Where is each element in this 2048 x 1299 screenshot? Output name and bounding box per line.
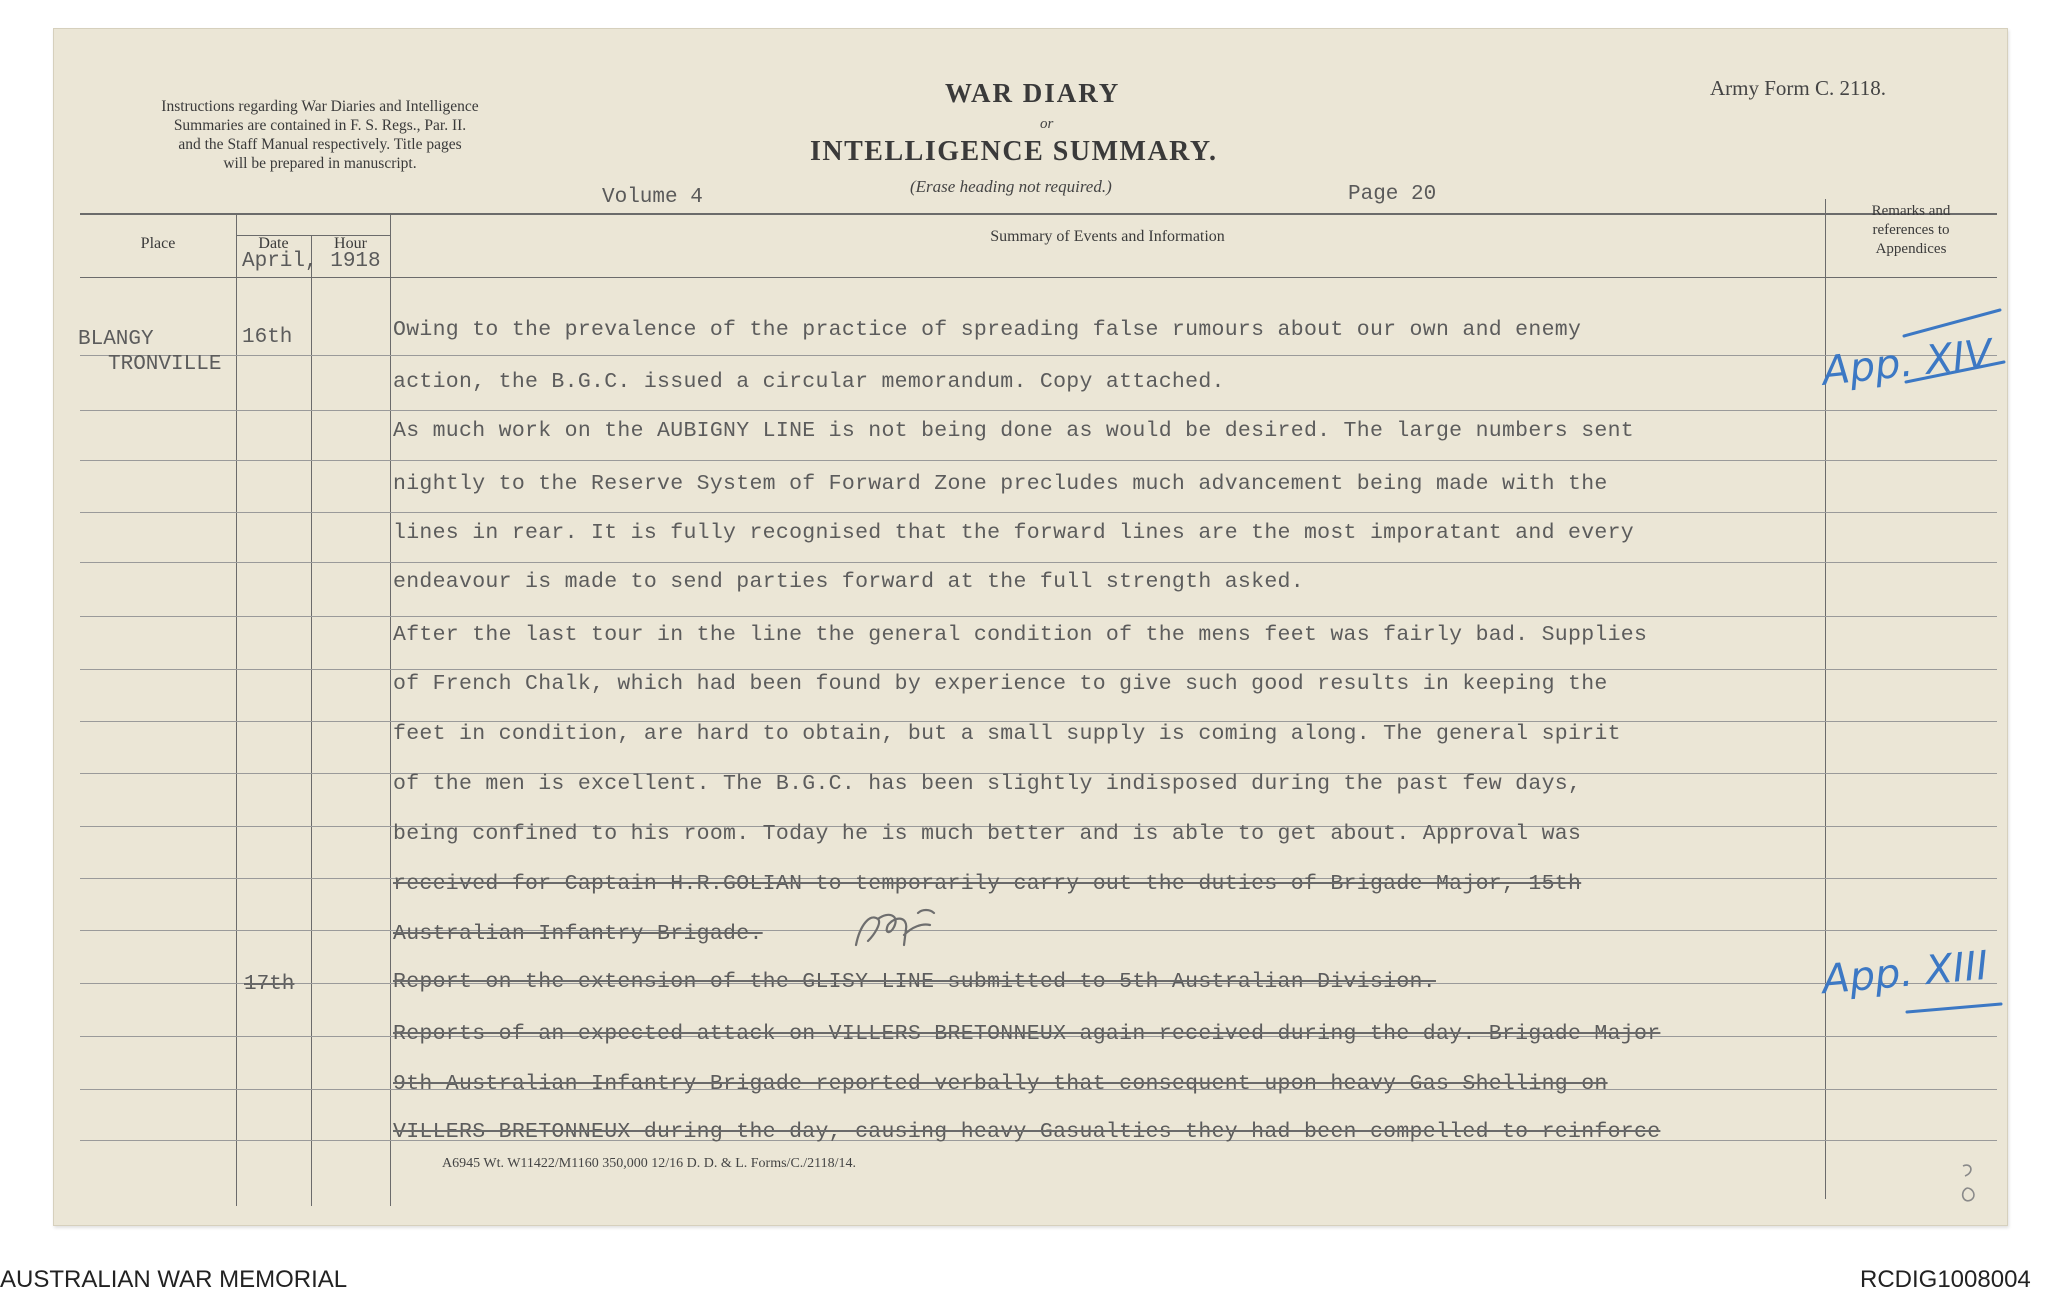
handwritten-initials-icon [848, 905, 958, 955]
entry-line: of French Chalk, which had been found by experience to give such good results in keeping the [393, 672, 1608, 696]
column-header-hour: Hour [334, 235, 367, 252]
form-print-code: A6945 Wt. W11422/M1160 350,000 12/16 D. D. & L. Forms/C./2118/14. [442, 1156, 857, 1171]
erase-note: (Erase heading not required.) [910, 177, 1112, 196]
entry-line: Owing to the prevalence of the practice of spreading false rumours about our own and enemy [393, 318, 1582, 342]
instructions-note [65, 97, 575, 173]
entry-line: Reports of an expected attack on VILLERS BRETONNEUX again received during the day. Brigade Major [393, 1022, 1661, 1046]
remarks-header-line: Appendices [1875, 241, 1947, 257]
place-blangy: BLANGY [78, 328, 154, 351]
archive-source: AUSTRALIAN WAR MEMORIAL [0, 1266, 348, 1293]
appendix-annotation: App. XIII [1820, 942, 1991, 1004]
title-or: or [1040, 116, 1054, 132]
instructions-line: and the Staff Manual respectively. Title pages [178, 136, 462, 153]
volume-number: Volume 4 [602, 186, 703, 209]
entry-line: lines in rear. It is fully recognised that the forward lines are the most imporatant and every [393, 521, 1634, 545]
column-header-place: Place [140, 235, 176, 252]
entry-line: being confined to his room. Today he is much better and is able to get about. Approval was [393, 822, 1582, 846]
row-rule [80, 460, 1997, 461]
column-header-date: Date [258, 235, 289, 252]
remarks-header-line: Remarks and [1871, 203, 1951, 219]
title-intelligence-summary: INTELLIGENCE SUMMARY. [810, 136, 1218, 167]
instructions-line: will be prepared in manuscript. [223, 155, 417, 172]
entry-line: endeavour is made to send parties forward at the full strength asked. [393, 570, 1304, 594]
instructions-line: Instructions regarding War Diaries and Intelligence [161, 98, 479, 115]
row-rule [80, 562, 1997, 563]
row-rule [80, 930, 1997, 931]
title-war-diary: WAR DIARY [945, 78, 1121, 108]
column-header-summary: Summary of Events and Information [990, 228, 1225, 245]
appendix-annotation: App. XIV [1820, 331, 1995, 395]
table-top-border [80, 213, 1997, 215]
entry-line: After the last tour in the line the general condition of the mens feet was fairly bad. Supplies [393, 623, 1648, 647]
page-number: Page 20 [1348, 183, 1437, 206]
pencil-mark-icon [1957, 1158, 1981, 1208]
entry-line: 9th Australian Infantry Brigade reported verbally that consequent upon heavy Gas Shelling on [393, 1072, 1608, 1096]
header-divider [80, 277, 1997, 278]
row-rule [80, 355, 1997, 356]
column-divider [390, 213, 391, 1206]
row-rule [80, 410, 1997, 411]
entry-line: VILLERS BRETONNEUX during the day, causing heavy Gasualties they had been compelled to reinforce [393, 1120, 1661, 1144]
place-tronville: TRONVILLE [108, 353, 222, 376]
column-divider [236, 213, 237, 1206]
row-rule [80, 512, 1997, 513]
column-header-remarks [1825, 202, 1997, 259]
entry-line: feet in condition, are hard to obtain, but a small supply is coming along. The general spirit [393, 722, 1621, 746]
entry-line: of the men is excellent. The B.G.C. has been slightly indisposed during the past few days, [393, 772, 1582, 796]
date-16th: 16th [242, 326, 293, 349]
entry-line: received for Captain H.R.GOLIAN to temporarily carry out the duties of Brigade Major, 15th [393, 872, 1582, 896]
archive-id: RCDIG1008004 [1860, 1266, 2031, 1293]
entry-line: action, the B.G.C. issued a circular memorandum. Copy attached. [393, 370, 1225, 394]
entry-line: Australian Infantry Brigade. [393, 922, 763, 946]
row-rule [80, 669, 1997, 670]
row-rule [80, 616, 1997, 617]
underline-mark-icon [1905, 998, 2005, 1018]
entry-line: nightly to the Reserve System of Forward Zone precludes much advancement being made with the [393, 472, 1608, 496]
month-year: April, 1918 [242, 250, 381, 273]
entry-line: As much work on the AUBIGNY LINE is not being done as would be desired. The large numbers sent [393, 419, 1634, 443]
date-17th: 17th [244, 973, 295, 996]
army-form-number: Army Form C. 2118. [1710, 76, 1886, 100]
remarks-header-line: references to [1872, 222, 1950, 238]
instructions-line: Summaries are contained in F. S. Regs., Par. II. [173, 117, 467, 134]
entry-line: Report on the extension of the GLISY LINE submitted to 5th Australian Division. [393, 970, 1436, 994]
tick-mark-icon [1900, 306, 2010, 386]
